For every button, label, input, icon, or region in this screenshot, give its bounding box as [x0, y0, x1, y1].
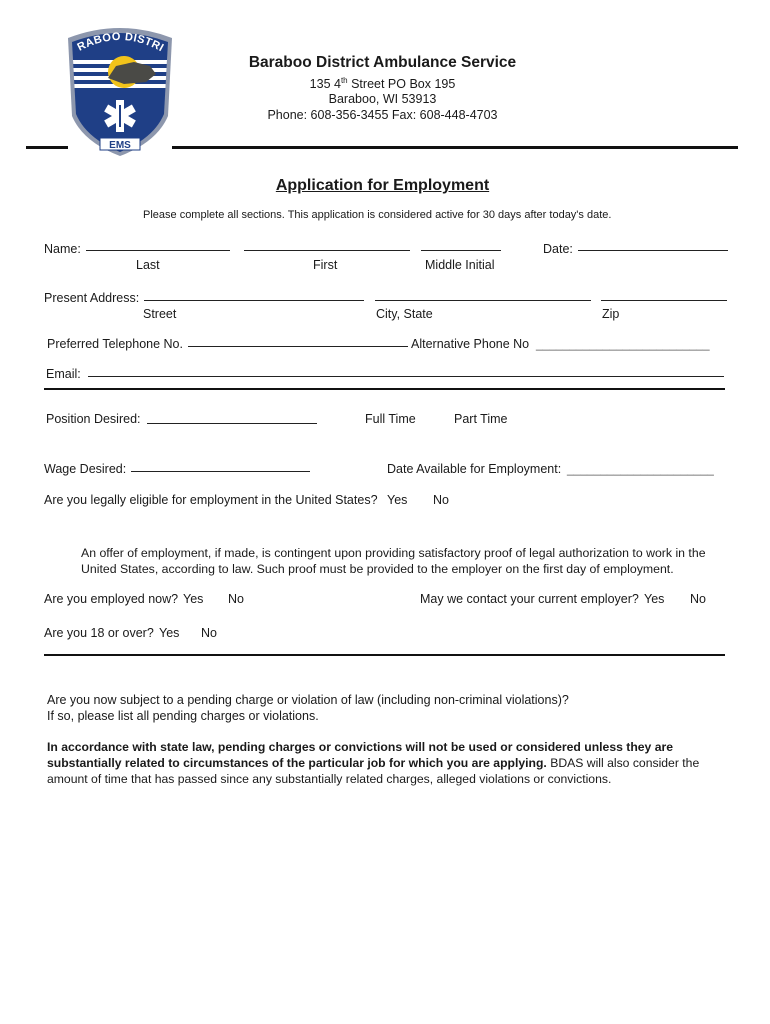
- wage-label: Wage Desired:: [44, 462, 127, 476]
- city-state-field[interactable]: [375, 300, 591, 301]
- phone-fax: Phone: 608-356-3455 Fax: 608-448-4703: [267, 108, 498, 122]
- email-field[interactable]: [88, 376, 724, 377]
- svg-text:BARABOO DISTRICT: RABOO DISTRI: [75, 30, 166, 55]
- last-caption: Last: [136, 258, 160, 272]
- section-divider-1: [44, 388, 725, 390]
- first-name-field[interactable]: [244, 250, 410, 251]
- city-state-caption: City, State: [376, 307, 433, 321]
- svg-text:EMS: EMS: [109, 140, 131, 151]
- organization-name: Baraboo District Ambulance Service: [248, 54, 517, 71]
- state-law-bold: In accordance with state law, pending charges or convictions will not be used or considered unless they are substantially related to circumstances of the particular job for which you are applying.: [47, 740, 674, 770]
- employed-question: Are you employed now?: [44, 592, 179, 606]
- name-label: Name:: [44, 242, 81, 256]
- state-law-notice: [47, 739, 737, 787]
- wage-field[interactable]: [131, 471, 310, 472]
- employed-no-option[interactable]: No: [228, 592, 244, 606]
- pending-charge-instruction: If so, please list all pending charges or violations.: [47, 709, 319, 723]
- age-yes-option[interactable]: Yes: [159, 626, 180, 640]
- position-label: Position Desired:: [46, 412, 141, 426]
- date-label: Date:: [543, 242, 573, 256]
- organization-logo: [64, 22, 176, 156]
- date-available-label: Date Available for Employment:: [387, 462, 562, 476]
- street-caption: Street: [143, 307, 177, 321]
- eligible-question: Are you legally eligible for employment in the United States?: [44, 493, 378, 507]
- address-label: Present Address:: [44, 291, 140, 305]
- date-field[interactable]: [578, 250, 728, 251]
- age-no-option[interactable]: No: [201, 626, 217, 640]
- header-rule-left: [26, 146, 68, 149]
- address-line-2: Baraboo, WI 53913: [328, 92, 437, 106]
- form-instructions: Please complete all sections. This application is considered active for 30 days after today's date.: [143, 209, 612, 221]
- state-law-normal: BDAS will also consider the amount of time that has passed since any substantially related charges, alleged violations or convictions.: [47, 756, 700, 786]
- middle-initial-caption: Middle Initial: [425, 258, 495, 272]
- part-time-option[interactable]: Part Time: [454, 412, 508, 426]
- alternative-phone-field[interactable]: __________________________: [536, 337, 710, 351]
- eligible-yes-option[interactable]: Yes: [387, 493, 408, 507]
- full-time-option[interactable]: Full Time: [365, 412, 416, 426]
- preferred-phone-field[interactable]: [188, 346, 408, 347]
- first-caption: First: [313, 258, 338, 272]
- email-label: Email:: [46, 367, 81, 381]
- contact-yes-option[interactable]: Yes: [644, 592, 665, 606]
- section-divider-2: [44, 654, 725, 656]
- ems-shield-icon: [64, 22, 176, 156]
- street-field[interactable]: [144, 300, 364, 301]
- zip-caption: Zip: [602, 307, 620, 321]
- zip-field[interactable]: [601, 300, 727, 301]
- pending-charge-question: Are you now subject to a pending charge or violation of law (including non-criminal violations)?: [47, 693, 569, 707]
- preferred-phone-label: Preferred Telephone No.: [47, 337, 183, 351]
- middle-initial-field[interactable]: [421, 250, 501, 251]
- form-title: Application for Employment: [275, 177, 490, 194]
- last-name-field[interactable]: [86, 250, 230, 251]
- header-rule-right: [172, 146, 738, 149]
- offer-notice: An offer of employment, if made, is contingent upon providing satisfactory proof of legal authorization to work in the United States, according to law. Such proof must be provided to the employer on the first day of employment.: [81, 546, 706, 576]
- position-field[interactable]: [147, 423, 317, 424]
- eligible-no-option[interactable]: No: [433, 493, 449, 507]
- employed-yes-option[interactable]: Yes: [183, 592, 204, 606]
- alternative-phone-label: Alternative Phone No: [411, 337, 530, 351]
- address-line-1: 135 4th Street PO Box 195: [309, 76, 456, 92]
- contact-employer-question: May we contact your current employer?: [420, 592, 639, 606]
- age-question: Are you 18 or over?: [44, 626, 154, 640]
- contact-no-option[interactable]: No: [690, 592, 706, 606]
- date-available-field[interactable]: ______________________: [567, 462, 714, 476]
